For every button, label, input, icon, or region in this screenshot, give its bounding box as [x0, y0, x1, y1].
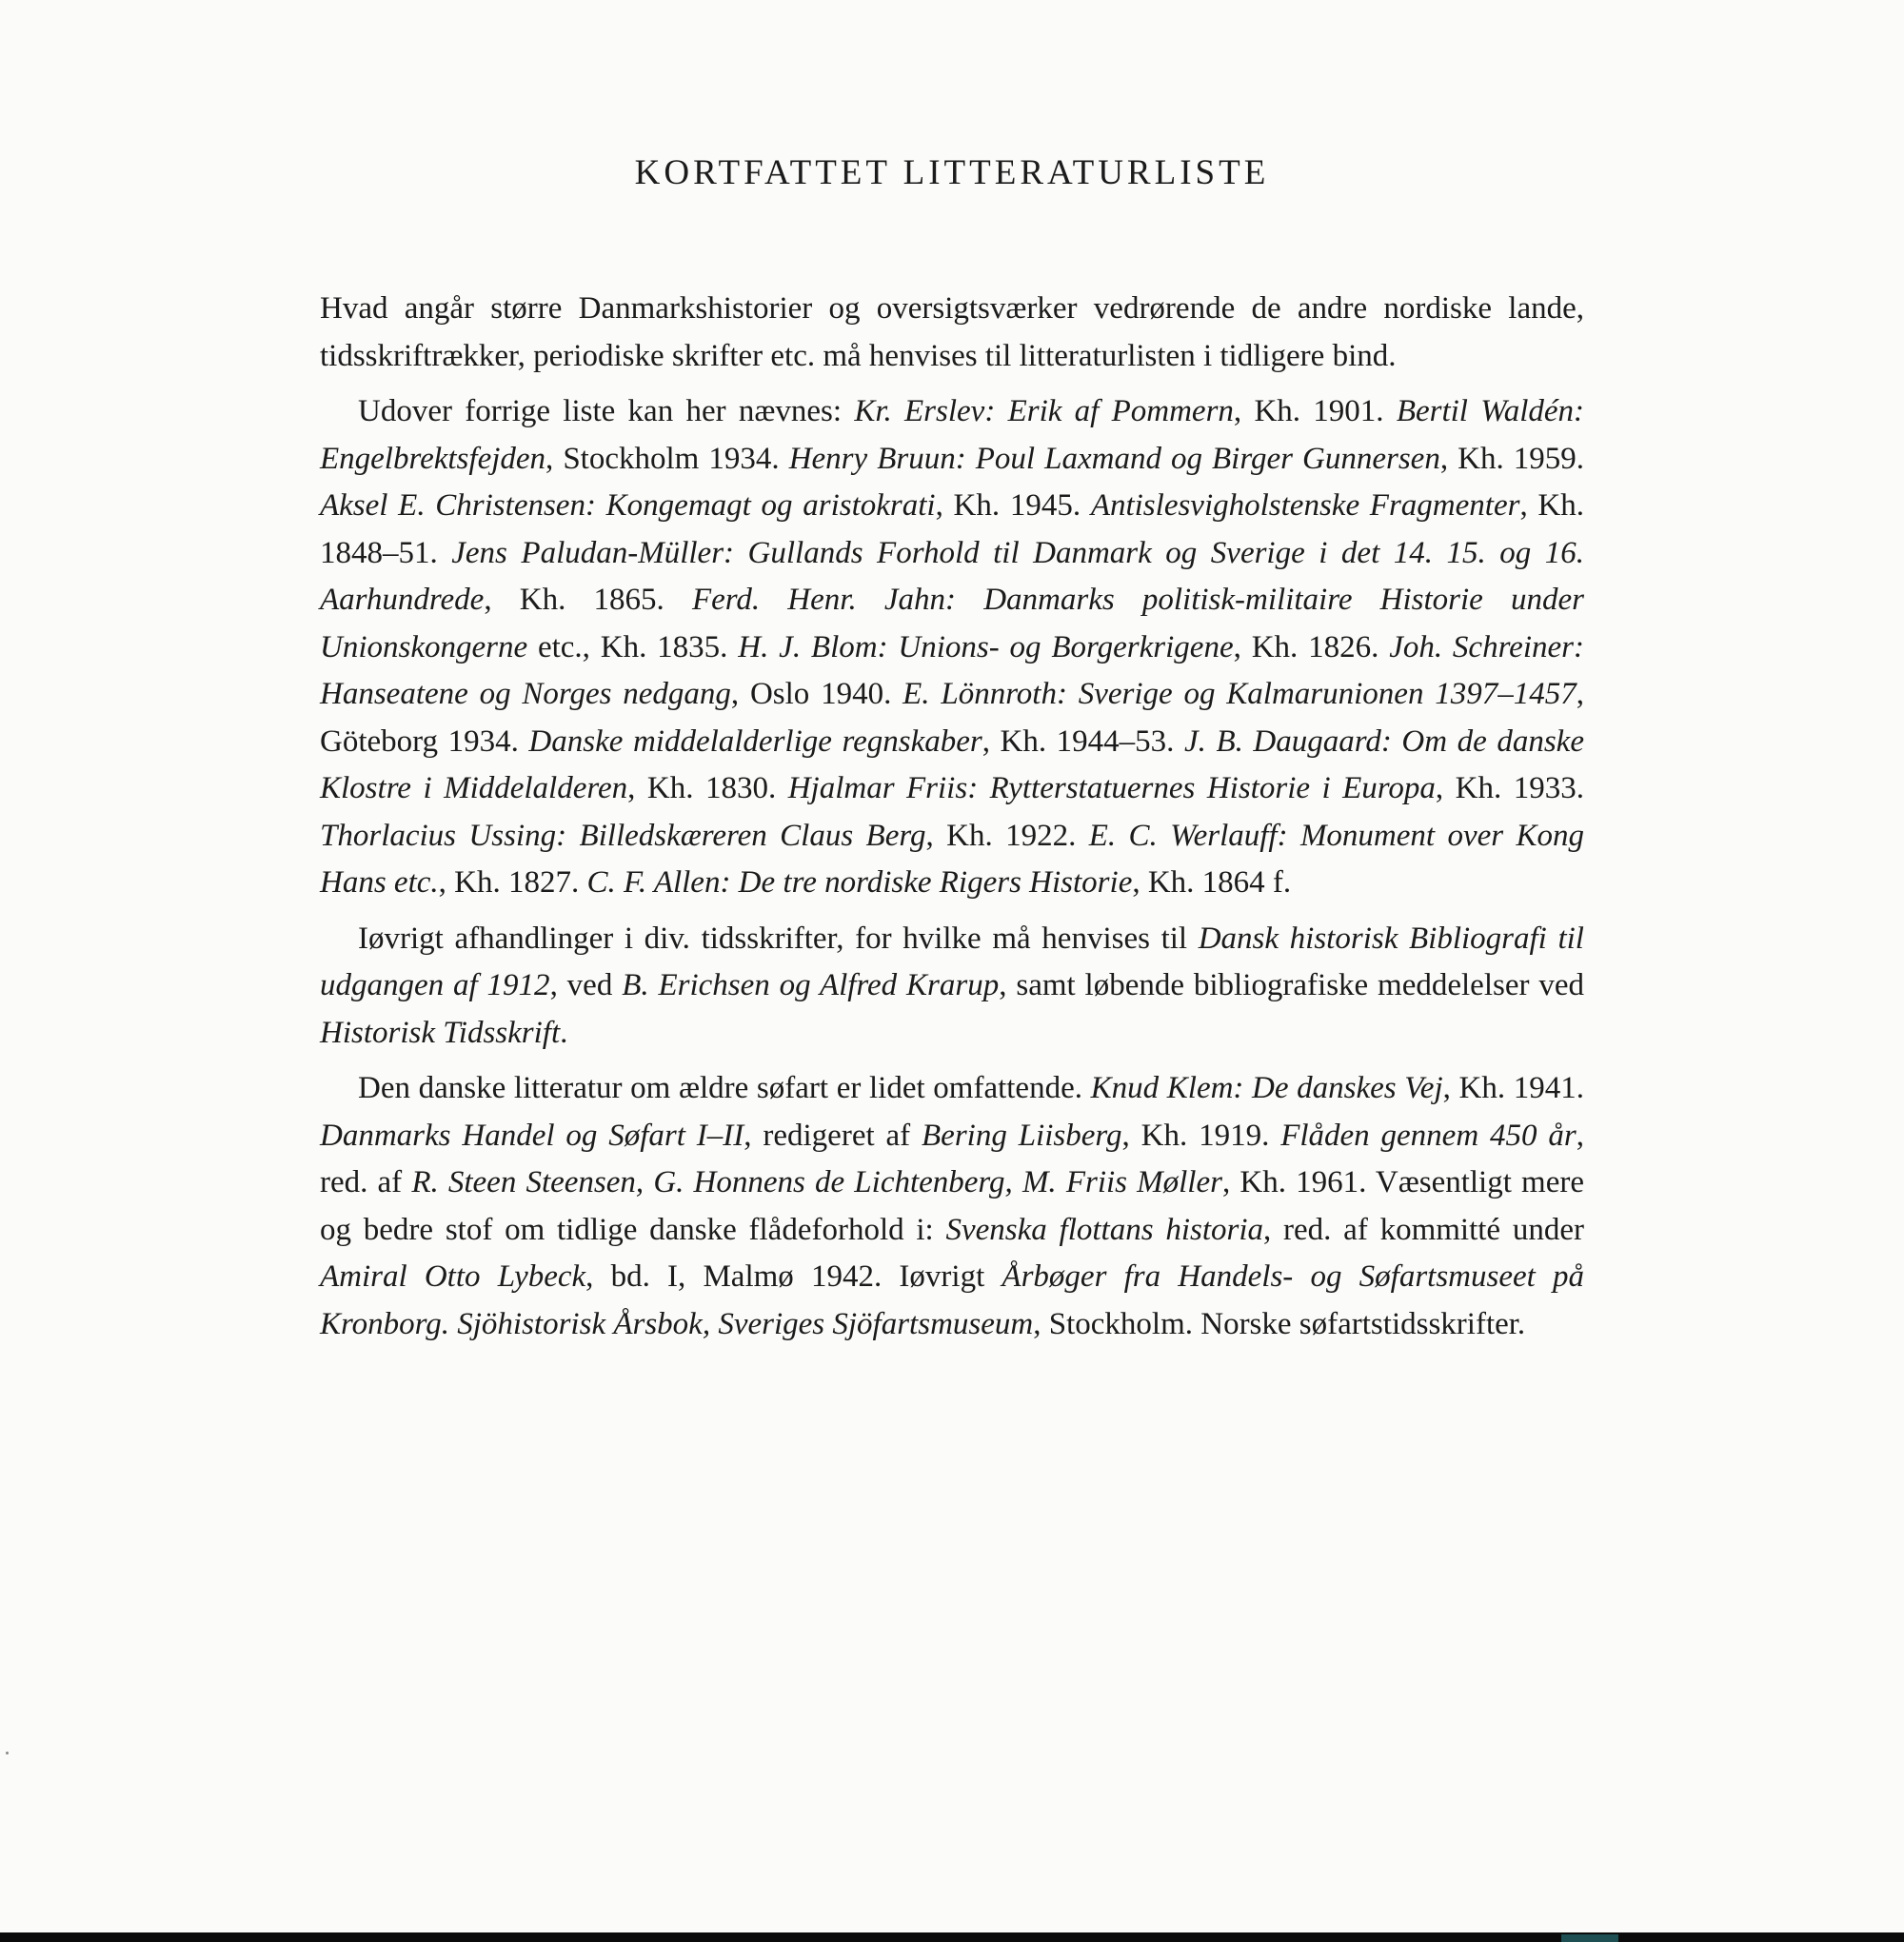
- text-run: , Stockholm. Norske søfartstidsskrifter.: [1033, 1306, 1526, 1341]
- paragraph: [320, 1065, 1584, 1348]
- text-run: , Kh. 1865.: [484, 583, 692, 617]
- text-run: , Kh. 1959.: [1439, 441, 1585, 476]
- citation-italic: Bering Liisberg: [922, 1118, 1122, 1153]
- citation-italic: Henry Bruun: Poul Laxmand og Birger Gunnersen: [788, 441, 1440, 476]
- citation-italic: Årbøger fra Handels- og Søfartsmuseet på Kronborg. Sjöhistorisk Årsbok, Sveriges Sjöfartsmuseum: [320, 1259, 1584, 1341]
- text-run: , Kh. 1827.: [438, 865, 587, 900]
- citation-italic: H. J. Blom: Unions- og Borgerkrigene: [738, 629, 1234, 664]
- citation-italic: R. Steen Steensen, G. Honnens de Lichtenberg, M. Friis Møller: [411, 1165, 1222, 1199]
- paragraph: [320, 388, 1584, 907]
- citation-italic: C. F. Allen: De tre nordiske Rigers Historie: [586, 865, 1133, 900]
- text-run: , Oslo 1940.: [730, 677, 903, 711]
- citation-italic: Ferd. Henr. Jahn: Danmarks politisk-militaire Historie under Unionskongerne: [320, 583, 1584, 664]
- text-run: , Kh. 1945.: [935, 488, 1091, 523]
- text-run: , Kh. 1864 f.: [1132, 865, 1292, 900]
- text-run: , ved: [549, 968, 623, 1002]
- text-run: , Kh. 1961. Væsentligt mere og bedre stof om tidlige danske flådeforhold i:: [320, 1165, 1584, 1247]
- text-run: , Kh. 1919.: [1121, 1118, 1281, 1153]
- text-run: Hvad angår større Danmarkshistorier og oversigtsværker vedrørende de andre nordiske lande, tidsskriftrækker, periodiske skrifter etc. må henvises til litteraturlisten i tidligere bind.: [320, 291, 1584, 373]
- citation-italic: E. Lönnroth: Sverige og Kalmarunionen 1397–1457: [902, 677, 1577, 711]
- bibliography-text: [320, 286, 1584, 1357]
- paragraph: [320, 916, 1584, 1058]
- text-run: , Kh. 1922.: [925, 818, 1089, 853]
- citation-italic: Hjalmar Friis: Rytterstatuernes Historie i Europa: [787, 771, 1436, 805]
- text-run: .: [560, 1015, 568, 1050]
- text-run: Iøvrigt afhandlinger i div. tidsskrifter, for hvilke må henvises til: [358, 921, 1199, 956]
- text-run: , red. af: [320, 1118, 1584, 1199]
- text-run: etc., Kh. 1835.: [527, 629, 739, 664]
- text-run: , Göteborg 1934.: [320, 677, 1584, 759]
- citation-italic: Svenska flottans historia: [945, 1212, 1264, 1247]
- citation-italic: Thorlacius Ussing: Billedskæreren Claus Berg: [320, 818, 926, 853]
- citation-italic: Flåden gennem 450 år: [1280, 1118, 1577, 1153]
- scan-speck: [6, 1752, 9, 1754]
- citation-italic: Danmarks Handel og Søfart I–II: [320, 1118, 744, 1153]
- text-run: , Kh. 1830.: [627, 771, 788, 805]
- citation-italic: J. B. Daugaard: Om de danske Klostre i Middelalderen: [320, 723, 1584, 805]
- page-heading: KORTFATTET LITTERATURLISTE: [634, 153, 1270, 192]
- text-run: , Kh. 1933.: [1435, 771, 1584, 805]
- citation-italic: Bertil Waldén: Engelbrektsfejden: [320, 394, 1584, 476]
- text-run: , red. af kommitté under: [1263, 1212, 1584, 1247]
- text-run: , redigeret af: [744, 1118, 922, 1153]
- citation-italic: Aksel E. Christensen: Kongemagt og aristokrati: [320, 488, 936, 523]
- citation-italic: Antislesvigholstenske Fragmenter: [1090, 488, 1520, 523]
- citation-italic: E. C. Werlauff: Monument over Kong Hans etc.: [320, 818, 1584, 900]
- text-run: , bd. I, Malmø 1942. Iøvrigt: [585, 1259, 1002, 1294]
- citation-italic: Danske middelalderlige regnskaber: [528, 723, 982, 759]
- text-run: , samt løbende bibliografiske meddelelser ved: [999, 968, 1584, 1002]
- citation-italic: Knud Klem: De danskes Vej: [1090, 1071, 1443, 1105]
- citation-italic: B. Erichsen og Alfred Krarup: [622, 968, 1000, 1002]
- text-run: , Kh. 1941.: [1442, 1071, 1584, 1105]
- text-run: Den danske litteratur om ældre søfart er lidet omfattende.: [358, 1071, 1091, 1105]
- citation-italic: Kr. Erslev: Erik af Pommern: [854, 394, 1234, 428]
- citation-italic: Jens Paludan-Müller: Gullands Forhold til Danmark og Sverige i det 14. 15. og 16. Aarhundrede: [320, 535, 1585, 617]
- text-run: , Kh. 1944–53.: [982, 723, 1184, 759]
- scan-edge-tint: [1561, 1934, 1618, 1942]
- citation-italic: Amiral Otto Lybeck: [320, 1259, 586, 1294]
- citation-italic: Dansk historisk Bibliografi til udgangen af 1912: [320, 921, 1584, 1002]
- text-run: , Kh. 1826.: [1233, 629, 1390, 664]
- paragraph: [320, 286, 1584, 380]
- text-run: , Kh. 1848–51.: [320, 488, 1584, 570]
- scan-edge-bar: [0, 1932, 1904, 1942]
- citation-italic: Historisk Tidsskrift: [320, 1015, 561, 1050]
- citation-italic: Joh. Schreiner: Hanseatene og Norges nedgang: [320, 629, 1584, 711]
- text-run: Udover forrige liste kan her nævnes:: [358, 394, 855, 428]
- text-run: , Stockholm 1934.: [545, 441, 789, 476]
- text-run: , Kh. 1901.: [1233, 394, 1397, 428]
